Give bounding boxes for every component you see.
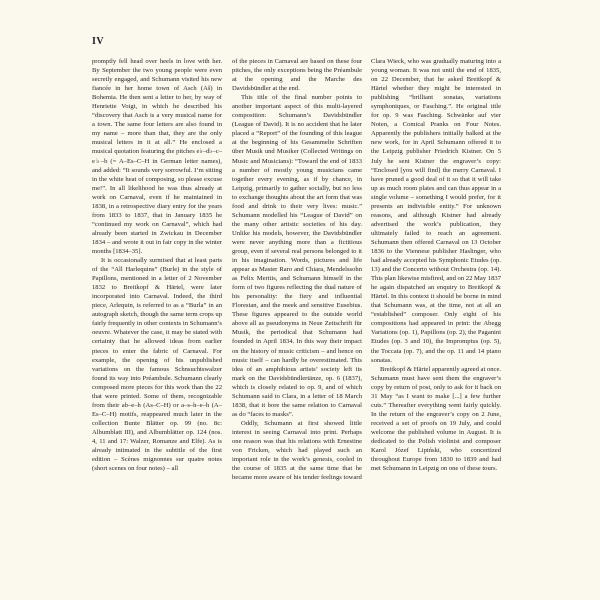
- text-column-3: [371, 57, 501, 473]
- paragraph: This title of the final number points to another important aspect of this multi-layered composition: Schumann’s Davidsbündler (League of David). It is no accident that he later placed a “Report” of the founding of this league at the beginning of his Gesammelte Schriften über Musik und Musiker (Collected Writings on Music and Musicians): “Toward the end of 1833 a number of mostly young musicians came together every evening, as if by chance, in Leipzig, primarily to gather socially, but no less to exchange thoughts about the art form that was food and drink to their very lives: music.” Schumann modelled his “League of David” on the many other artistic societies of his day. Unlike his models, however, the Davidsbündler were never anything more than a fictitious group, even if several real persons belonged to it in his imagination. Words, pictures and life appear as Master Raro and Chiara, Mendelssohn as Felix Meritis, and Schumann himself in the form of two figures reflecting the dual nature of his personality: the fiery and influential Florestan, and the meek and sensitive Eusebius. These figures appeared to the outside world above all as pseudonyms in Neue Zeitschrift für Musik, the periodical that Schumann had founded in April 1834. In this way their impact on the history of music criticism – and hence on music itself – can hardly be overestimated. This idea of an amphibious artists’ society left its mark on the Davidsbündlertänze, op. 6 (1837), which is closely related to op. 9, and of which Schumann said to Clara, in a letter of 18 March 1838, that it bore the same relation to Carnaval as do “faces to masks”.: [232, 94, 362, 418]
- paragraph: Breitkopf & Härtel apparently agreed at once. Schumann must have sent them the engraver’s copy by return of post, only to ask for it back on 31 May “as I want to make [...] a few further cuts.” Thereafter everything went fairly quickly. In the return of the engraver’s copy on 2 June, received a set of proofs on 19 July, and could welcome the published volume in August. It is dedicated to the Polish violinist and composer Karol Józef Lipiński, who concertized throughout Europe from 1830 to 1839 and had met Schumann in Leipzig on one of these tours.: [371, 365, 502, 473]
- page-number: IV: [92, 36, 105, 47]
- text-column-1: [92, 57, 222, 473]
- paragraph: Clara Wieck, who was gradually maturing into a young woman. It was not until the end of 1835, on 22 December, that he asked Breitkopf & Härtel whether they might be interested in publishing “brilliant sonatas, variations symphoniques, or Fasching.”. He original title for op. 9 was Fasching. Schwänke auf vier Noten, a Comical Pranks on Four Notes. Apparently the publishers initially balked at the new work, for in April Schumann offered it to the Leipzig publisher Friedrich Kistner. On 5 July he sent Kistner the engraver’s copy: “Enclosed [you will find] the merry Carnaval. I have pruned a good deal of it so that it will take up as much room plates and can thus appear in a single volume – something I would prefer, for it presents an indivisible entity.” For unknown reasons, and although Kistner had already advertised the work’s publication, they ultimately failed to reach an agreement. Schumann then offered Carnaval on 13 October 1836 to the Viennese publisher Haslinger, who had already accepted his Symphonic Etudes (op. 13) and the Concerto without Orchestra (op. 14). This plan likewise misfired, and on 22 May 1837 he again dispatched an enquiry to Breitkopf & Härtel. In this context it should be borne in mind that Schumann was, at the time, not at all an “established” composer. Only eight of his compositions had appeared in print: the Abegg Variations (op. 1), Papillons (op. 2), the Paganini Etudes (op. 3 and 10), the Impromptus (op. 5), the Toccata (op. 7), and the op. 11 and 14 piano sonatas.: [371, 58, 501, 364]
- paragraph: of the pieces in Carnaval are based on these four pitches, the only exceptions being the Préambule at the opening and the Marche des Davidsbündler at the end.: [232, 58, 362, 93]
- paragraph: promptly fell head over heels in love with her. By September the two young people were even secretly engaged, and Schumann visited his new fiancée in her home town of Asch (Aš) in Bohemia. He then sent a letter to her, by way of Henriette Voigt, in which he described his “discovery that Asch is a very musical name for a town. The same four letters are also found in my name – more than that, they are the only musical letters in it at all.” He enclosed a musical quotation featuring the pitches e♭–d♭–c–e♭–b (= A–Es–C–H in German letter names), and added: “It sounds very sorrowful. I’m sitting in the white heat of composing, so please excuse me!”. In all likelihood he was thus already at work on Carnaval, even if he maintained in 1838, in a retrospective diary entry for the years from 1833 to 1837, that in January 1835 he “continued my work on Carnaval”, which had already been started in Zwickau in December 1834 – and wrote it out in fair copy in the winter months [1834–35].: [92, 58, 222, 255]
- paragraph: Oddly, Schumann at first showed little interest in seeing Carnaval into print. Perhaps one reason was that his relations with Ernestine von Fricken, which had played such an important role in the work’s genesis, cooled in the course of 1835 at the same time that he became more aware of his tender feelings toward: [232, 419, 362, 482]
- paragraph: It is occasionally surmised that at least parts of the “All Harlequins” (Burle) in the style of Papillons, mentioned in a letter of 2 November 1832 to Breitkopf & Härtel, were later incorporated into Carnaval. Indeed, the third piece, Arlequin, is referred to as a “Burla” in an autograph sketch, though the same term crops up fairly frequently in other contexts in Schumann’s oeuvre. Whatever the case, it may be stated with certainty that he allowed ideas from earlier pieces to enter the fabric of Carnaval. For example, the opening of his unpublished variations on the famous Schnsuchtswalzer found its way into Préambule. Schumann clearly composed more pieces for this work than the 22 that were printed. Some of them, recognizable from their ab–e–h (As–C–H) or a–s–h–e–h (A–Es–C–H) motifs, reappeared much later in the collection Bunte Blätter op. 99 (no. 8c: Albumblatt III), and Albumblätter op. 124 (nos. 4, 11 and 17: Walzer, Romanze and Elfe). As is already intimated in the subtitle of the first edition – Scènes mignonnes sur quatre notes (short scenes on four notes) – all: [92, 257, 222, 473]
- text-column-2: [232, 57, 362, 482]
